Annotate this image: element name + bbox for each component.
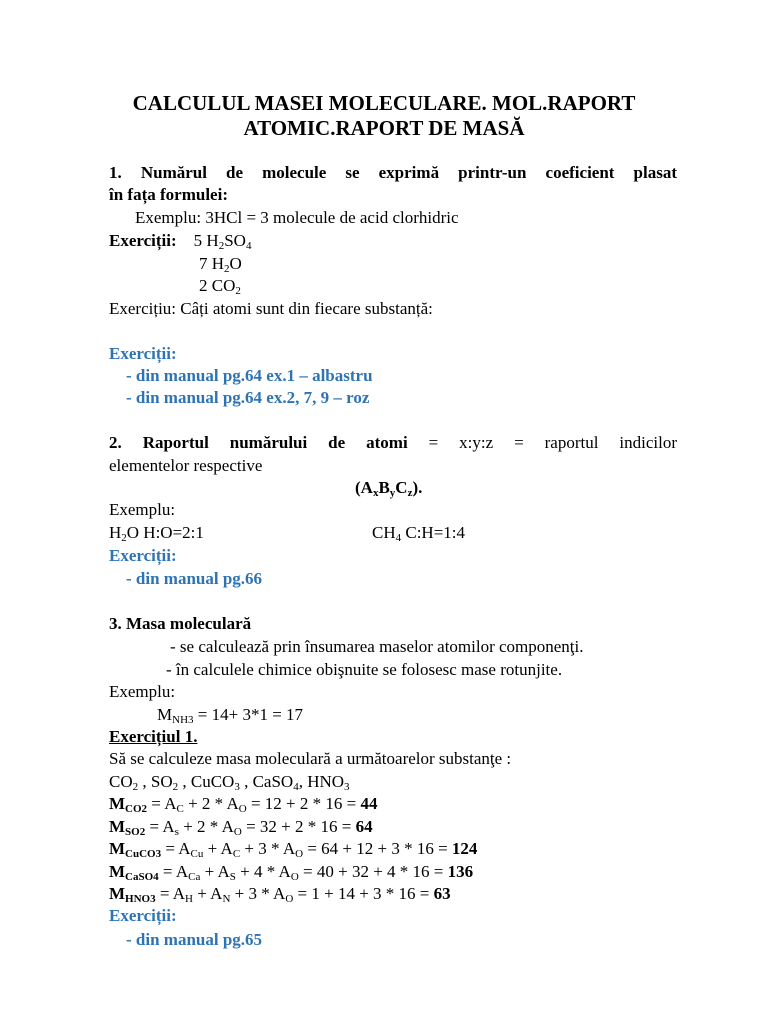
section2-example-h2o: $H_2O$ H:O=2:1 [109,523,204,544]
section2-example-label: Exemplu: [109,500,176,519]
formula-h2o: 7 $H_2O$ [199,254,242,275]
section2-example-ch4: $CH_4$ C:H=1:4 [372,523,466,544]
section3-bullet2: - în calculele chimice obişnuite se folosesc mase rotunjite. [166,660,563,679]
section1-blue-item2: - din manual pg.64 ex.2, 7, 9 – roz [126,388,370,407]
section3-blue-heading: Exerciții: [109,906,177,925]
section3-blue-item1: - din manual pg.65 [126,930,263,949]
exercise1-substances: $CO_2$ , $SO_2$ , CuCO$_3$ , CaSO$_4$, $HNO_3$ [109,772,350,793]
section2-blue-item1: - din manual pg.66 [126,569,263,588]
page-title-line2: ATOMIC.RAPORT DE MASĂ [243,116,525,140]
calc-hno3: $M_{HNO3} = A_H + A_N + 3 * A_O = 1 + 14 + 3 * 16 = 63$ [109,884,451,905]
calc-so2: $M_{SO2} = A_s + 2 * A_O = 32 + 2 * 16 = 64$ [109,817,373,838]
section2-heading-line1: 2. Raportul numărului de atomi = x:y:z = raportul indicilor [109,433,677,452]
page-title-line1: CALCULUL MASEI MOLECULARE. MOL.RAPORT [132,91,636,115]
exercise1-instruction: Să se calculeze masa moleculară a următoarelor substanţe : [109,749,512,768]
section1-example: Exemplu: 3HCl = 3 molecule de acid clorhidric [135,208,459,227]
formula-h2so4: 5 $H_2SO_4$ [193,231,252,252]
calc-co2: $M_{CO2} = A_C + 2 * A_O = 12 + 2 * 16 = 44$ [109,794,378,815]
section2-blue-heading: Exerciții: [109,546,177,565]
section1-blue-item1: - din manual pg.64 ex.1 – albastru [126,366,373,385]
section1-heading-line2: în fața formulei: [109,185,228,204]
section3-bullet1: - se calculează prin însumarea maselor atomilor componenţi. [170,637,584,656]
section1-question: Exercițiu: Câți atomi sunt din fiecare substanță: [109,299,433,318]
section1-exercise-line1 [109,230,251,252]
section1-blue-heading: Exerciții: [109,344,177,363]
section2-general-formula: $(A_xB_yC_z)$. [355,478,423,499]
section3-heading: 3. Masa moleculară [109,614,252,633]
section1-heading-line1: 1. Numărul de molecule se exprimă printr-un coeficient plasat [109,163,677,182]
section3-example-label: Exemplu: [109,682,176,701]
section3-example-formula: $M_{NH3} = 14+ 3*1 = 17$ [157,705,304,726]
calc-caso4: $M_{CaSO4} = A_{Ca} + A_S + 4 * A_O = 40 + 32 + 4 * 16 = 136$ [109,862,474,883]
exercise1-title: Exercițiul 1. [109,727,198,746]
section2-heading-line2: elementelor respective [109,456,263,475]
formula-co2: 2 $CO_2$ [199,276,241,297]
calc-cuco3: $M_{CuCO3} = A_{Cu} + A_C + 3 * A_O = 64 + 12 + 3 * 16 = 124$ [109,839,478,860]
exercise-label: Exerciții: [109,231,177,250]
